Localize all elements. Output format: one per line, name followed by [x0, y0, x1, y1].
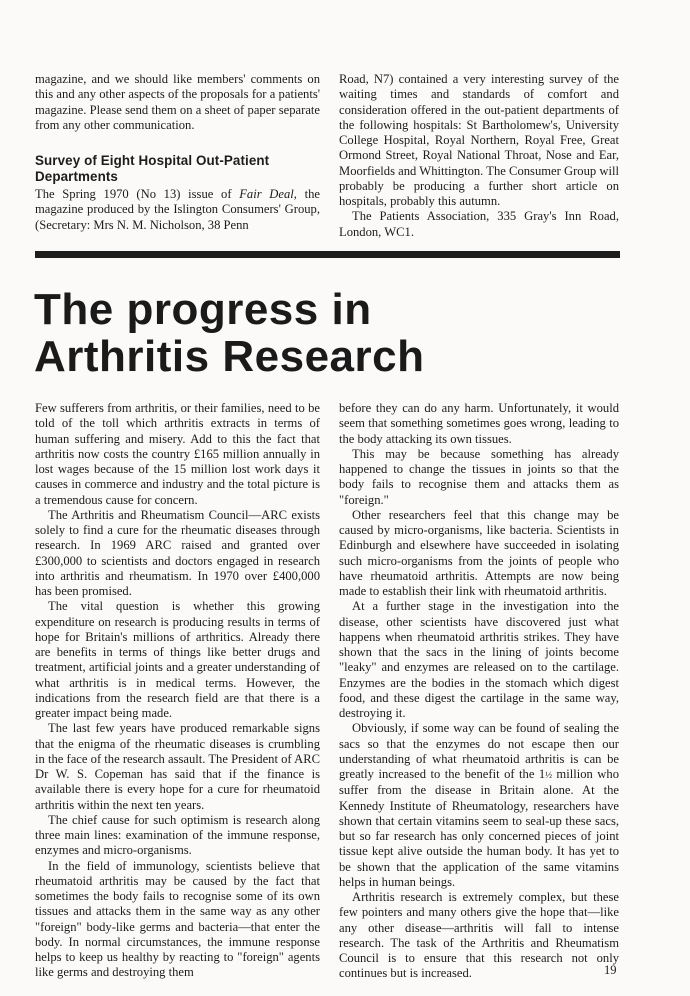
article-paragraph: Other researchers feel that this change may be caused by micro-organisms, like bacteria. Scientists in Edinburgh and elsewhere have succeeded in isolating such micro-organisms from the joints of people who have rheumatoid arthritis. Attempts are now being made to establish their link with rheumatoid arthritis. [339, 507, 619, 598]
section-divider [35, 251, 620, 258]
article-right-column [339, 401, 619, 982]
article-paragraph: This may be because something has already happened to change the tissues in joints so that the body fails to recognise them and attacks them as "foreign." [339, 446, 619, 507]
article-paragraph [339, 721, 619, 890]
article-title [34, 286, 424, 380]
paragraph-text: Obviously, if some way can be found of sealing the sacs so that the enzymes do not escape then our understanding of what rheumatoid arthritis is can be greatly increased to the benefit of the 1 [339, 721, 619, 781]
article-paragraph: Few sufferers from arthritis, or their families, need to be told of the toll which arthritis extracts in terms of human suffering and misery. Add to this the fact that arthritis now costs the country £165 million annually in lost wages because of the 15 million lost work days it causes in commerce and industry and the total picture is a tremendous cause for concern. [35, 401, 320, 507]
top-left-column [35, 72, 320, 233]
paragraph-text: million who suffer from the disease in Britain alone. At the Kennedy Institute of Rheumatology, researchers have shown that certain vitamins seem to seal-up these sacs, but so far research has only concerned pieces of joint tissue kept alive outside the human body. It has yet to be shown that the application of the same vitamins helps in human beings. [339, 767, 619, 889]
survey-text-pre: The Spring 1970 (No 13) issue of [35, 187, 240, 201]
title-line-1: The progress in [34, 285, 372, 334]
survey-heading: Survey of Eight Hospital Out-Patient Departments [35, 153, 270, 184]
survey-continued: Road, N7) contained a very interesting survey of the waiting times and standards of comfort and consideration offered in the out-patient departments of the following hospitals: St Bartholomew's, University College Hospital, Royal Northern, Royal Free, Great Ormond Street, Royal National Throat, Nose and Ear, Moorfields and Whittington. The Consumer Group will probably be producing a further short article on hospitals, probably this autumn. [339, 72, 619, 208]
article-paragraph: Arthritis research is extremely complex, but these few pointers and many others give the hope that—like any other disease—arthritis will fall to intense research. The task of the Arthritis and Rheumatism Council is to ensure that this research not only continues but is increased. [339, 890, 619, 981]
title-line-2: Arthritis Research [34, 332, 425, 381]
top-right-column [339, 72, 619, 240]
survey-paragraph [35, 187, 320, 233]
article-paragraph: The chief cause for such optimism is research along three main lines: examination of the immune response, enzymes and micro-organisms. [35, 812, 320, 858]
article-paragraph: In the field of immunology, scientists believe that rheumatoid arthritis may be caused by the fact that sometimes the body fails to recognise some of its own tissues and attacks them in the same way as any other "foreign" body-like germs and bacteria—that enter the body. In normal circumstances, the immune response helps to keep us healthy by reacting to "foreign" agents like germs and destroying them [35, 858, 320, 980]
article-paragraph: before they can do any harm. Unfortunately, it would seem that something sometimes goes wrong, leading to the body attacking its own tissues. [339, 401, 619, 446]
fraction: ½ [545, 770, 552, 780]
magazine-title: Fair Deal, [239, 187, 297, 201]
article-left-column [35, 401, 320, 981]
article-paragraph: The vital question is whether this growing expenditure on research is producing results in terms of hope for Britain's millions of arthritics. Already there are benefits in terms of things like better drugs and treatment, artificial joints and a greater understanding of what arthritis is in medical terms. However, the indications from the research field are that there is a greater impact being made. [35, 599, 320, 720]
intro-paragraph: magazine, and we should like members' comments on this and any other aspects of the proposals for a patients' magazine. Please send them on a sheet of paper separate from any other communication. [35, 72, 320, 132]
article-paragraph: The last few years have produced remarkable signs that the enigma of the rheumatic diseases is crumbling in the face of the research assault. The President of ARC Dr W. S. Copeman has said that if the finance is available there is every hope for a cure for rheumatoid arthritis within the next ten years. [35, 721, 320, 812]
article-paragraph: The Arthritis and Rheumatism Council—ARC exists solely to find a cure for the rheumatic diseases through research. In 1969 ARC raised and granted over £300,000 to scientists and doctors engaged in research into arthritis and rheumatism. In 1970 over £400,000 has been promised. [35, 507, 320, 598]
survey-text-post: the magazine produced by the Islington Consumers' Group, (Secretary: Mrs N. M. Nicholson, 38 Penn [35, 187, 320, 232]
page-number: 19 [604, 963, 617, 977]
article-paragraph: At a further stage in the investigation into the disease, other scientists have discovered just what happens when rheumatoid arthritis strikes. They have shown that the sacs in the lining of joints become "leaky" and enzymes are released on to the cartilage. Enzymes are the bodies in the stomach which digest food, and these digest the cartilage in the same way, destroying it. [339, 599, 619, 720]
association-address: The Patients Association, 335 Gray's Inn Road, London, WC1. [339, 209, 619, 239]
